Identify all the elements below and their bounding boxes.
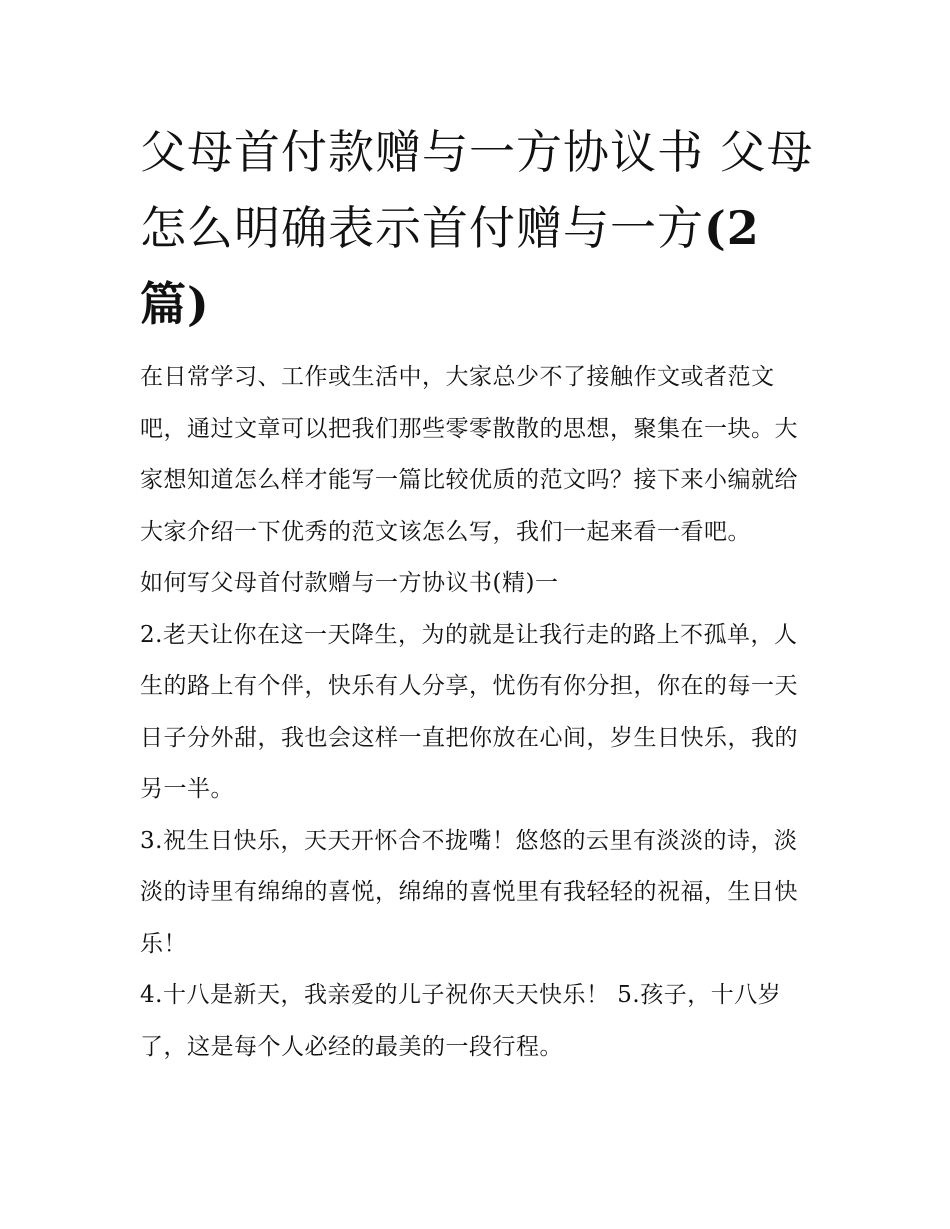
document-title <box>140 114 820 342</box>
title-suffix: (2 篇) <box>140 201 760 331</box>
item-paragraph-3: 3.祝生日快乐，天天开怀合不拢嘴！悠悠的云里有淡淡的诗，淡淡的诗里有绵绵的喜悦，绵绵的喜悦里有我轻轻的祝福，生日快乐！ <box>140 827 798 957</box>
item-paragraph-2: 2.老天让你在这一天降生，为的就是让我行走的路上不孤单，人生的路上有个伴，快乐有人分享，忧伤有你分担，你在的每一天日子分外甜，我也会这样一直把你放在心间，岁生日快乐，我的另一半。 <box>140 621 798 802</box>
document-body <box>140 352 820 1073</box>
item-paragraph-4: 4.十八是新天，我亲爱的儿子祝你天天快乐！ 5.孩子，十八岁了，这是每个人必经的最美的一段行程。 <box>140 982 782 1060</box>
title-main: 父母首付款赠与一方协议书 父母怎么明确表示首付赠与一方 <box>140 125 814 255</box>
intro-paragraph: 在日常学习、工作或生活中，大家总少不了接触作文或者范文吧，通过文章可以把我们那些零零散散的思想，聚集在一块。大家想知道怎么样才能写一篇比较优质的范文吗？接下来小编就给大家介绍一下优秀的范文该怎么写，我们一起来看一看吧。 <box>140 364 798 545</box>
section-heading: 如何写父母首付款赠与一方协议书(精)一 <box>140 570 559 596</box>
